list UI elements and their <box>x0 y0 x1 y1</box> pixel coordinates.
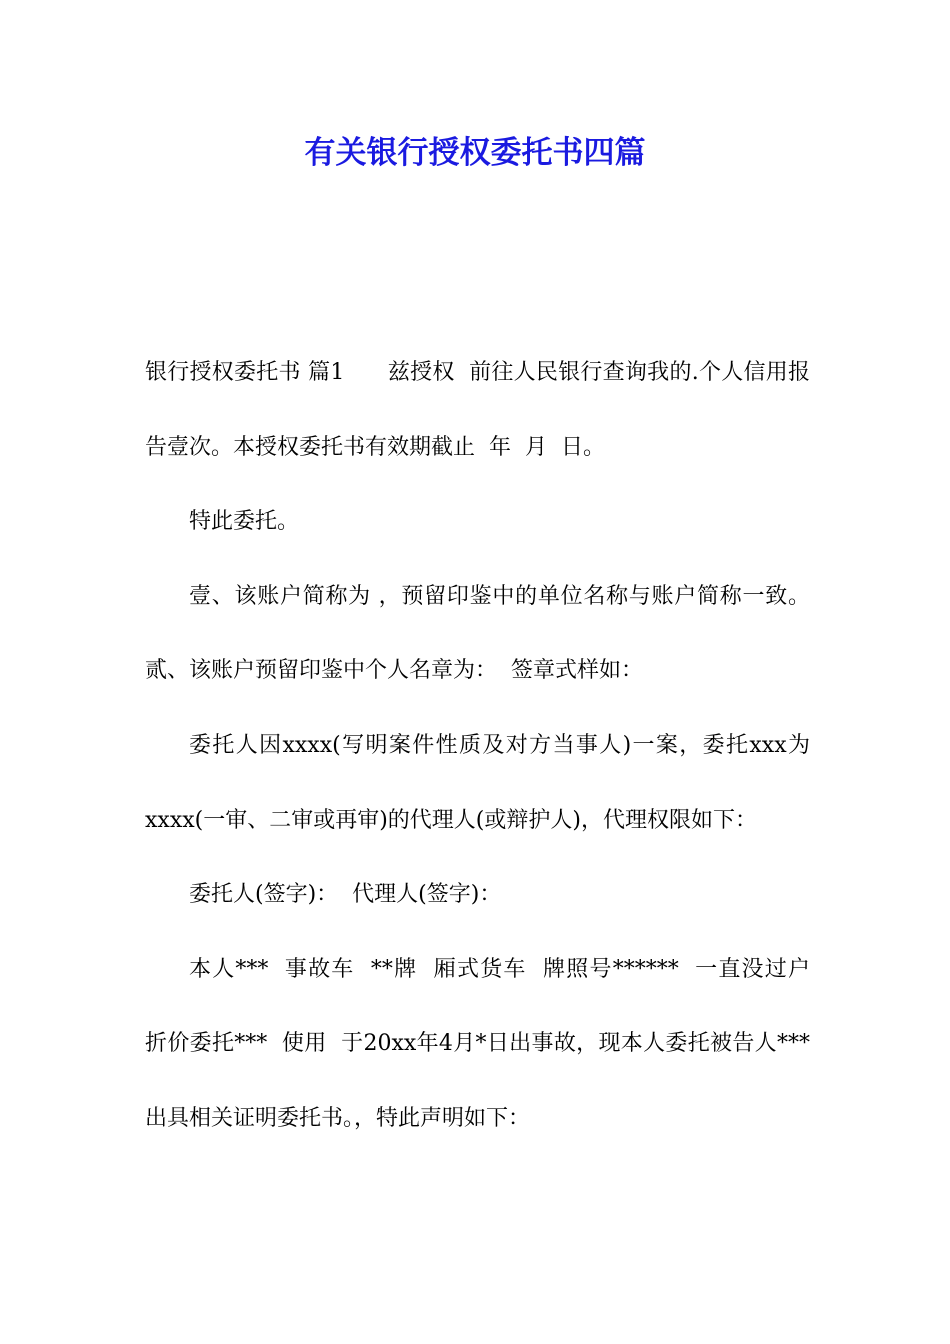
document-body <box>145 336 824 1157</box>
paragraph-5: 委托人(签字)： 代理人(签字)： <box>189 882 502 908</box>
paragraph-3: 壹、该账户简称为 ，预留印鉴中的单位名称与账户简称一致。 贰、该账户预留印鉴中个人名章为： 签章式样如： <box>145 583 817 684</box>
paragraph-6: 本人*** 事故车 **牌 厢式货车 牌照号****** 一直没过户 折价委托*** 使用 于20xx年4月*日出事故，现本人委托被告人*** 出具相关证明委托书。，特此声明如下： <box>145 956 824 1131</box>
document-title: 有关银行授权委托书四篇 <box>304 135 646 171</box>
paragraph-1: 银行授权委托书 篇1 兹授权 前往人民银行查询我的.个人信用报告壹次。本授权委托书有效期截止 年 月 日。 <box>145 360 810 460</box>
paragraph-4: 委托人因xxxx(写明案件性质及对方当事人)一案，委托xxx为xxxx(一审、二审或再审)的代理人(或辩护人)，代理权限如下： <box>145 732 810 833</box>
paragraph-2: 特此委托。 <box>189 509 300 535</box>
